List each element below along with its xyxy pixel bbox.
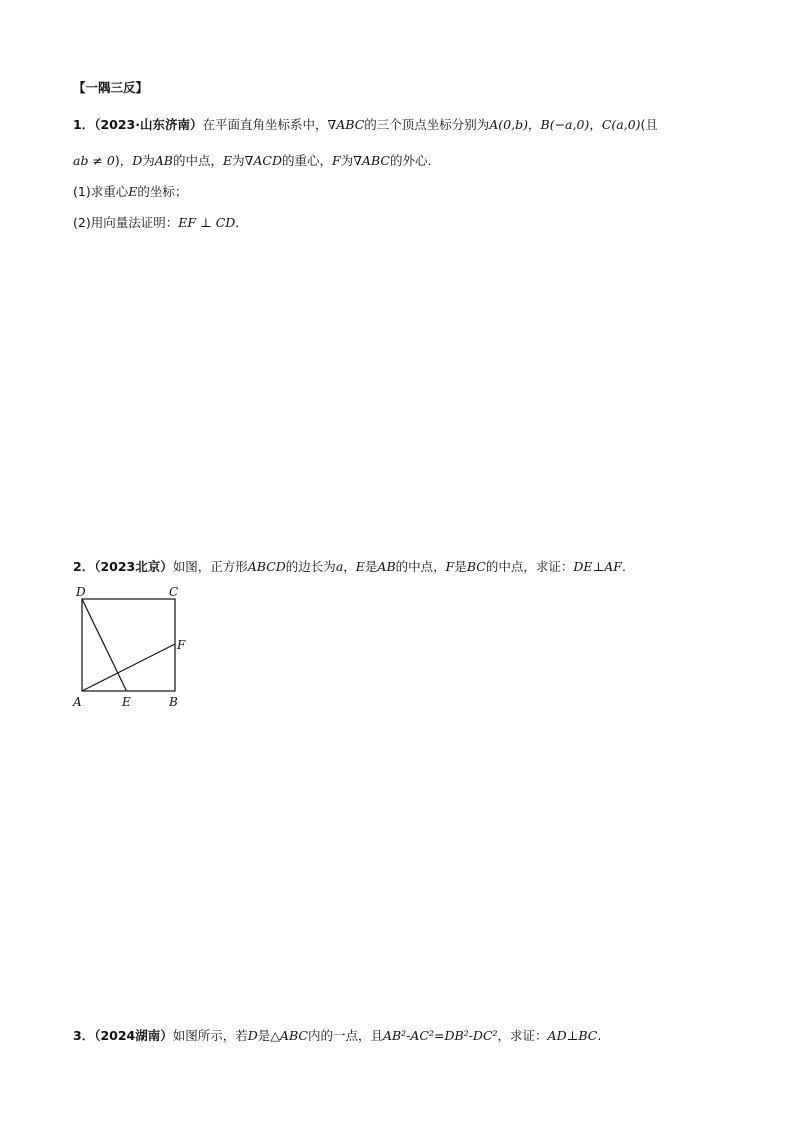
problem-1-text: (且 [640, 117, 658, 132]
label-d: D [76, 585, 86, 599]
problem-1-source: （2023·山东济南） [94, 117, 203, 132]
problem-1-text: 的三个顶点坐标分别为 [364, 117, 490, 132]
triangle-abc: ∇ABC [353, 153, 390, 168]
question-label: (2)用向量法证明： [73, 215, 179, 230]
point-c-coord: C(a,0) [601, 117, 641, 132]
problem-1-text: 为 [142, 153, 155, 168]
problem-3-text: 是 [257, 1028, 271, 1043]
triangle-abc: ∇ABC [327, 117, 365, 132]
section-title: 【一隅三反】 [73, 80, 149, 95]
triangle-abc: △ABC [270, 1028, 308, 1043]
problem-2-number: 2． [73, 559, 95, 574]
segment-de [82, 599, 127, 691]
segment-af [82, 644, 175, 691]
problem-1-text: 的中点， [172, 153, 223, 168]
label-f: F [177, 638, 186, 652]
square-abcd: ABCD [247, 559, 286, 574]
label-e: E [122, 695, 131, 709]
perpendicular-expr: EF ⊥ CD [178, 215, 236, 230]
comma: ， [589, 117, 602, 132]
equation-expr: AB²-AC²=DB²-DC² [382, 1028, 498, 1043]
point-b-coord: B(−a,0) [540, 117, 590, 132]
problem-1-text: 在平面直角坐标系中， [202, 117, 328, 132]
segment-bc: BC [466, 559, 486, 574]
condition-expr: ab ≠ 0 [73, 153, 115, 168]
problem-1-line-1 [73, 116, 658, 134]
problem-1-question-1 [73, 183, 187, 201]
point-a-coord: A(0,b) [489, 117, 528, 132]
var-d: D [132, 153, 143, 168]
claim-expr: AD⊥BC [547, 1028, 598, 1043]
side-length: a [335, 559, 344, 574]
segment-ab: AB [377, 559, 396, 574]
problem-1-line-2 [73, 152, 440, 170]
question-text: 的坐标； [137, 184, 188, 199]
problem-1-text: )， [114, 153, 133, 168]
problem-3-text: 内的一点，且 [307, 1028, 383, 1043]
problem-1-text: 的重心， [281, 153, 332, 168]
var-e: E [355, 559, 365, 574]
var-e: E [223, 153, 233, 168]
problem-2-line [73, 558, 626, 576]
problem-3-text: ，求证： [497, 1028, 548, 1043]
problem-2-text: 是 [364, 559, 378, 574]
problem-2-text: ， [343, 559, 356, 574]
question-label: (1)求重心 [73, 184, 129, 199]
problem-2-text: . [621, 559, 626, 574]
var-f: F [332, 153, 341, 168]
problem-2-text: 的中点， [395, 559, 446, 574]
triangle-acd: ∇ACD [244, 153, 282, 168]
label-b: B [169, 695, 178, 709]
question-text: ． [235, 215, 248, 230]
problem-3-text: . [597, 1028, 602, 1043]
problem-3-number: 3． [73, 1028, 95, 1043]
problem-1-text: 为 [340, 153, 354, 168]
problem-3-line [73, 1027, 601, 1045]
problem-3-text: 如图所示，若 [172, 1028, 248, 1043]
problem-2-text: 的中点，求证： [485, 559, 574, 574]
problem-1-text: 为 [232, 153, 245, 168]
label-c: C [169, 585, 179, 599]
problem-2-text: 的边长为 [285, 559, 336, 574]
comma: ， [528, 117, 541, 132]
square-diagram [70, 582, 200, 712]
problem-2-source: （2023北京） [94, 559, 173, 574]
problem-2-text: 是 [454, 559, 467, 574]
var-e: E [128, 184, 138, 199]
claim-expr: DE⊥AF [573, 559, 622, 574]
problem-1-text: 的外心． [389, 153, 440, 168]
square-outline [82, 599, 175, 691]
segment-ab: AB [154, 153, 173, 168]
label-a: A [73, 695, 82, 709]
problem-2-text: 如图，正方形 [172, 559, 248, 574]
var-f: F [445, 559, 455, 574]
square-figure [70, 582, 200, 712]
var-d: D [247, 1028, 258, 1043]
problem-3-source: （2024湖南） [94, 1028, 173, 1043]
problem-1-number: 1． [73, 117, 95, 132]
problem-1-question-2 [73, 214, 248, 232]
